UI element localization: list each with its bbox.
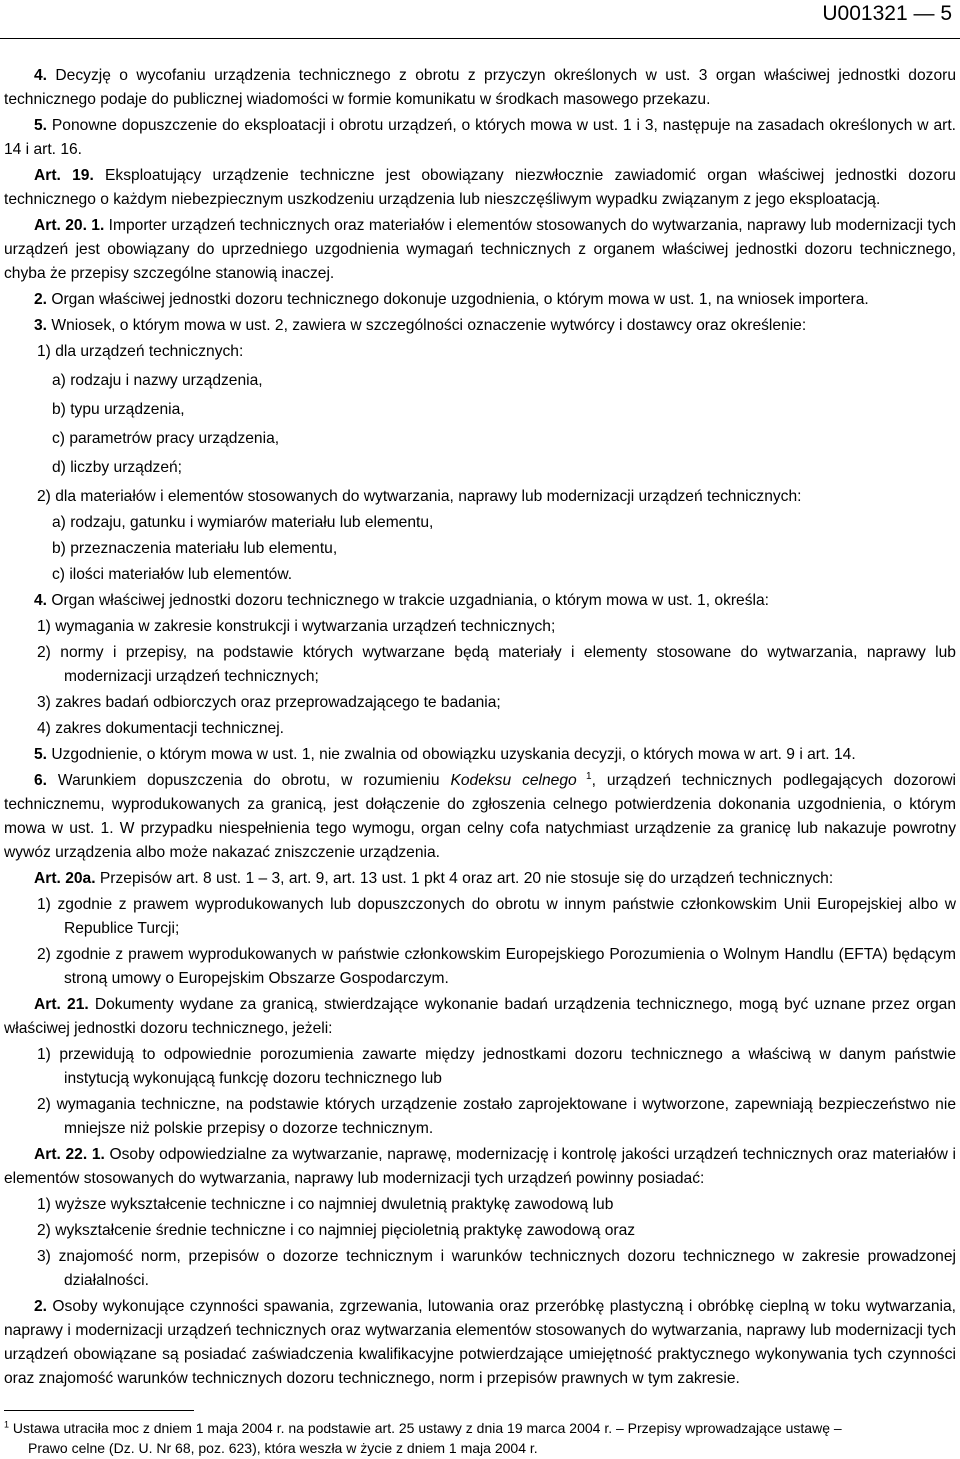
paragraph-text: Osoby wykonujące czynności spawania, zgrzewania, lutowania oraz przeróbkę plastyczną i obróbkę cieplną w toku wytwarzania, naprawy i modernizacji urządzeń technicznych oraz wytwarzania elementów stosowanych do wytwarzania, naprawy lub modernizacji tych urządzeń obowiązane są posiadać zaświadczenia kwalifikacyjne potwierdzające umiejętność praktycznego wykonywania tych czynności oraz znajomość warunków technicznych dozoru technicznego, norm i przepisów prawnych w tym zakresie. (4, 1298, 956, 1387)
paragraph-number: 4. (34, 67, 48, 84)
page-number: 5 (940, 2, 952, 25)
article-number: Art. 21. (34, 996, 89, 1013)
article-21 (4, 991, 956, 1041)
paragraph-text-post: , urządzeń technicznych podlegających dozorowi technicznemu, wyprodukowanych za granicą, jest dołączenie do zgłoszenia celnego potwierdzenia dokonania uzgodnienia, o którym mowa w ust. 1. W przypadku niespełnienia tego wymogu, organ celny cofa natychmiast urządzenie za granicę lub nakazuje powrotny wywóz urządzenia albo może nakazać zniszczenie urządzenia. (4, 772, 957, 861)
footnote-text-line1: Ustawa utraciła moc z dniem 1 maja 2004 r. na podstawie art. 25 ustawy z dnia 19 marca 2004 r. – Przepisy wprowadzające ustawę – (9, 1420, 842, 1436)
article-20a (4, 865, 956, 891)
document-code: U001321 (822, 2, 908, 25)
article-number: Art. 20. 1. (34, 217, 105, 234)
paragraph-text: Organ właściwej jednostki dozoru technicznego dokonuje uzgodnienia, o którym mowa w ust. 1, na wniosek importera. (47, 291, 869, 308)
paragraph-number: 2. (34, 1298, 48, 1315)
paragraph-text: Organ właściwej jednostki dozoru technicznego w trakcie uzgadniania, o którym mowa w ust. 1, określa: (47, 592, 769, 609)
article-22-paragraph-1 (4, 1141, 956, 1191)
list-item: 4) zakres dokumentacji technicznej. (37, 720, 285, 737)
list-item: 2) wykształcenie średnie techniczne i co najmniej pięcioletnią praktykę zawodową oraz (37, 1222, 636, 1239)
article-number: Art. 20a. (34, 870, 96, 887)
footnote-reference: 1 (576, 770, 592, 782)
page-header (822, 2, 952, 26)
list-item: 3) zakres badań odbiorczych oraz przeprowadzającego te badania; (37, 694, 501, 711)
list-item: 2) normy i przepisy, na podstawie których wytwarzane będą materiały i elementy stosowane do wytwarzania, naprawy lub modernizacji urządzeń technicznych; (37, 644, 956, 685)
paragraph-number: 4. (34, 592, 48, 609)
paragraph-number: 2. (34, 291, 48, 308)
article-text: Przepisów art. 8 ust. 1 – 3, art. 9, art. 13 ust. 1 pkt 4 oraz art. 20 nie stosuje się do urządzeń technicznych: (95, 870, 834, 887)
list-subitem: a) rodzaju, gatunku i wymiarów materiału lub elementu, (52, 514, 434, 531)
list-item: 1) zgodnie z prawem wyprodukowanych lub dopuszczonych do obrotu w innym państwie członkowskim Unii Europejskiej albo w Republice Turcji; (37, 896, 956, 937)
paragraph-text-pre: Warunkiem dopuszczenia do obrotu, w rozumieniu (47, 772, 451, 789)
paragraph-text: Ponowne dopuszczenie do eksploatacji i obrotu urządzeń, o których mowa w ust. 1 i 3, następuje na zasadach określonych w art. 14 i art. 16. (4, 117, 956, 158)
article-text: Dokumenty wydane za granicą, stwierdzające wykonanie badań urządzenia technicznego, mogą być uznane przez organ właściwej jednostki dozoru technicznego, jeżeli: (4, 996, 956, 1037)
list-item: 2) dla materiałów i elementów stosowanych do wytwarzania, naprawy lub modernizacji urządzeń technicznych: (37, 488, 802, 505)
paragraph-number: 3. (34, 317, 48, 334)
list-item: 1) dla urządzeń technicznych: (37, 343, 244, 360)
document-body (4, 62, 956, 1391)
paragraph-5 (4, 112, 956, 162)
paragraph-number: 6. (34, 772, 48, 789)
paragraph-text: Uzgodnienie, o którym mowa w ust. 1, nie zwalnia od obowiązku uzyskania decyzji, o których mowa w art. 9 i art. 14. (47, 746, 856, 763)
article-number: Art. 19. (34, 167, 94, 184)
footnote-rule (4, 1410, 194, 1411)
footnote-number: 1 (4, 1419, 10, 1430)
list-subitem: b) typu urządzenia, (52, 401, 185, 418)
header-separator: — (907, 2, 941, 25)
article-19 (4, 162, 956, 212)
article-20-paragraph-5 (4, 741, 956, 767)
article-number: Art. 22. 1. (34, 1146, 105, 1163)
list-subitem: c) parametrów pracy urządzenia, (52, 430, 280, 447)
paragraph-number: 5. (34, 117, 48, 134)
list-item: 1) przewidują to odpowiednie porozumienia zawarte między jednostkami dozoru technicznego a właściwą w danym państwie instytucją wykonującą funkcję dozoru technicznego lub (37, 1046, 956, 1087)
list-item: 2) wymagania techniczne, na podstawie których urządzenie zostało zaprojektowane i wytworzone, zapewniają bezpieczeństwo nie mniejsze niż polskie przepisy o dozorze technicznym. (37, 1096, 956, 1137)
paragraph-number: 5. (34, 746, 48, 763)
article-20-paragraph-4 (4, 587, 956, 613)
list-item: 2) zgodnie z prawem wyprodukowanych w państwie członkowskim Europejskiego Porozumienia o Wolnym Handlu (EFTA) będącym stroną umowy o Europejskim Obszarze Gospodarczym. (37, 946, 956, 987)
customs-code-title: Kodeksu celnego (450, 772, 577, 789)
article-text: Importer urządzeń technicznych oraz materiałów i elementów stosowanych do wytwarzania, naprawy lub modernizacji tych urządzeń jest obowiązany do uprzedniego uzgodnienia wymagań technicznych z organem właściwej jednostki dozoru technicznego, chyba że przepisy szczególne stanowią inaczej. (4, 217, 957, 282)
article-20-paragraph-1 (4, 212, 956, 286)
paragraph-text: Wniosek, o którym mowa w ust. 2, zawiera w szczególności oznaczenie wytwórcy i dostawcy oraz określenie: (47, 317, 807, 334)
paragraph-4 (4, 62, 956, 112)
footnote-text-line2: Prawo celne (Dz. U. Nr 68, poz. 623), która weszła w życie z dniem 1 maja 2004 r. (28, 1440, 538, 1456)
article-text: Osoby odpowiedzialne za wytwarzanie, naprawę, modernizację i kontrolę jakości urządzeń technicznych oraz materiałów i elementów stosowanych do wytwarzania, naprawy lub modernizacji tych urządzeń powinny posiadać: (4, 1146, 956, 1187)
list-subitem: d) liczby urządzeń; (52, 459, 183, 476)
list-subitem: a) rodzaju i nazwy urządzenia, (52, 372, 263, 389)
paragraph-text: Decyzję o wycofaniu urządzenia technicznego z obrotu z przyczyn określonych w ust. 3 organ właściwej jednostki dozoru technicznego podaje do publicznej wiadomości w formie komunikatu w środkach masowego przekazu. (4, 67, 956, 108)
list-subitem: b) przeznaczenia materiału lub elementu, (52, 540, 338, 557)
article-20-paragraph-2 (4, 286, 956, 312)
list-item: 1) wyższe wykształcenie techniczne i co najmniej dwuletnią praktykę zawodową lub (37, 1196, 614, 1213)
list-item: 1) wymagania w zakresie konstrukcji i wytwarzania urządzeń technicznych; (37, 618, 556, 635)
footnote (4, 1418, 956, 1458)
article-22-paragraph-2 (4, 1293, 956, 1391)
header-rule (0, 38, 960, 39)
list-subitem: c) ilości materiałów lub elementów. (52, 566, 293, 583)
article-text: Eksploatujący urządzenie techniczne jest obowiązany niezwłocznie zawiadomić organ właściwej jednostki dozoru technicznego o każdym niebezpiecznym uszkodzeniu urządzenia lub nieszczęśliwym wypadku związanym z jego eksploatacją. (4, 167, 956, 208)
list-item: 3) znajomość norm, przepisów o dozorze technicznym i warunków technicznych dozoru technicznego w zakresie prowadzonej działalności. (37, 1248, 956, 1289)
article-20-paragraph-3 (4, 312, 956, 338)
article-20-paragraph-6 (4, 767, 956, 865)
